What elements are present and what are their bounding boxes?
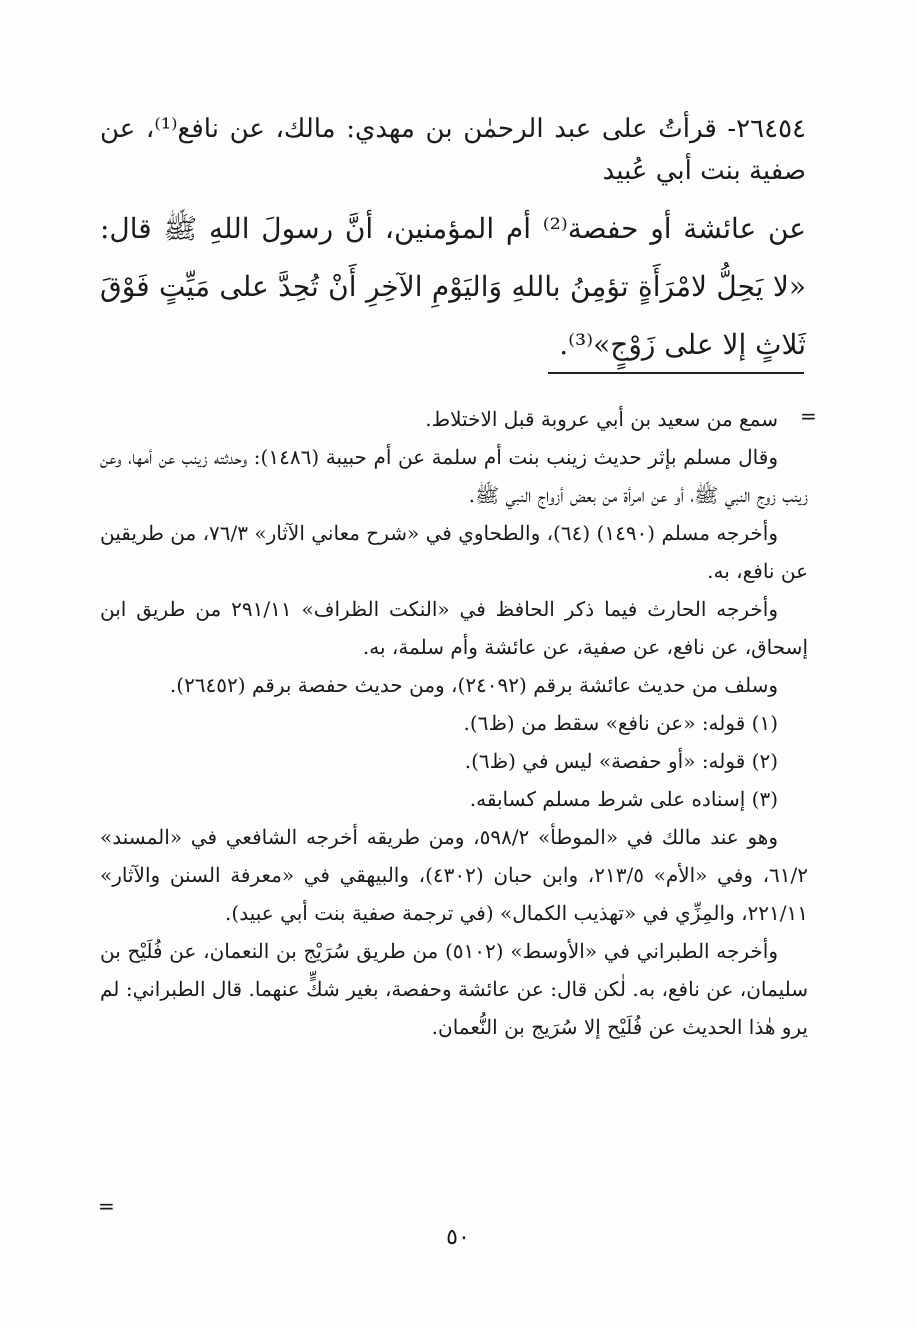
hadith-matn	[100, 200, 806, 374]
footnote-carry-line: سمع من سعيد بن أبي عروبة قبل الاختلاط.	[425, 407, 778, 431]
footnote-3: (٣) إسناده على شرط مسلم كسابقه.	[469, 787, 778, 811]
footnote-paragraph: وسلف من حديث عائشة برقم (٢٤٠٩٢)، ومن حديث حفصة برقم (٢٦٤٥٢).	[169, 673, 778, 697]
continuation-marker: =	[800, 404, 817, 428]
hadith-isnad	[100, 110, 806, 190]
footnote-separator	[548, 372, 804, 374]
footnote-paragraph: وأخرجه مسلم (١٤٩٠) (٦٤)، والطحاوي في «شرح معاني الآثار» ٧٦/٣، من طريقين عن نافع، به.	[100, 521, 808, 583]
matn-line: «لا يَحِلُّ لامْرَأَةٍ تؤمِنُ باللهِ وَاليَوْمِ الآخِرِ أَنْ تُحِدَّ على مَيِّتٍ فَوْقَ	[100, 270, 806, 303]
footnote-paragraph: وهو عند مالك في «الموطأ» ٥٩٨/٢، ومن طريقه أخرجه الشافعي في «المسند» ٦١/٢، وفي «الأم» ٢١٣/٥، وابن حبان (٤٣٠٢)، والبيهقي في «معرفة السنن والآثار» ٢٢١/١١، والمِزِّي في «تهذيب الكمال» (في ترجمة صفية بنت أبي عبيد).	[100, 825, 808, 925]
footnote-2: (٢) قوله: «أو حفصة» ليس في (ظ٦).	[464, 749, 778, 773]
matn-line: ثَلاثٍ إلا على زَوْجٍ»⁽³⁾.	[559, 328, 806, 361]
matn-line: عن عائشة أو حفصة⁽²⁾ أم المؤمنين، أنَّ رسولَ اللهِ ﷺ قال:	[100, 212, 806, 245]
continuation-marker-bottom: =	[98, 1194, 115, 1218]
page-number: ٥٠	[446, 1225, 470, 1250]
isnad-line: صفية بنت أبي عُبيد	[602, 156, 806, 186]
footnotes	[100, 400, 808, 1046]
footnote-paragraph: وأخرجه الطبراني في «الأوسط» (٥١٠٢) من طريق سُرَيْج بن النعمان، عن فُلَيْح بن سليمان، عن نافع، به. لٰكن قال: عن عائشة وحفصة، بغير شكٍّ عنهما. قال الطبراني: لم يرو هٰذا الحديث عن فُلَيْح إلا سُرَيج بن النُّعمان.	[100, 939, 808, 1039]
footnote-paragraph: وقال مسلم بإثر حديث زينب بنت أم سلمة عن أم حبيبة (١٤٨٦): وحدثته زينب عن أمها، وعن زينب زوج النبي ﷺ، أو عن امرأة من بعض أزواج النبي ﷺ.	[100, 445, 808, 507]
footnote-1: (١) قوله: «عن نافع» سقط من (ظ٦).	[463, 711, 778, 735]
isnad-line: ٢٦٤٥٤- قرأتُ على عبد الرحمٰن بن مهدي: مالك، عن نافع⁽¹⁾، عن	[100, 114, 806, 144]
footnote-paragraph: وأخرجه الحارث فيما ذكر الحافظ في «النكت الظراف» ٢٩١/١١ من طريق ابن إسحاق، عن نافع، عن صفية، عن عائشة وأم سلمة، به.	[100, 597, 808, 659]
